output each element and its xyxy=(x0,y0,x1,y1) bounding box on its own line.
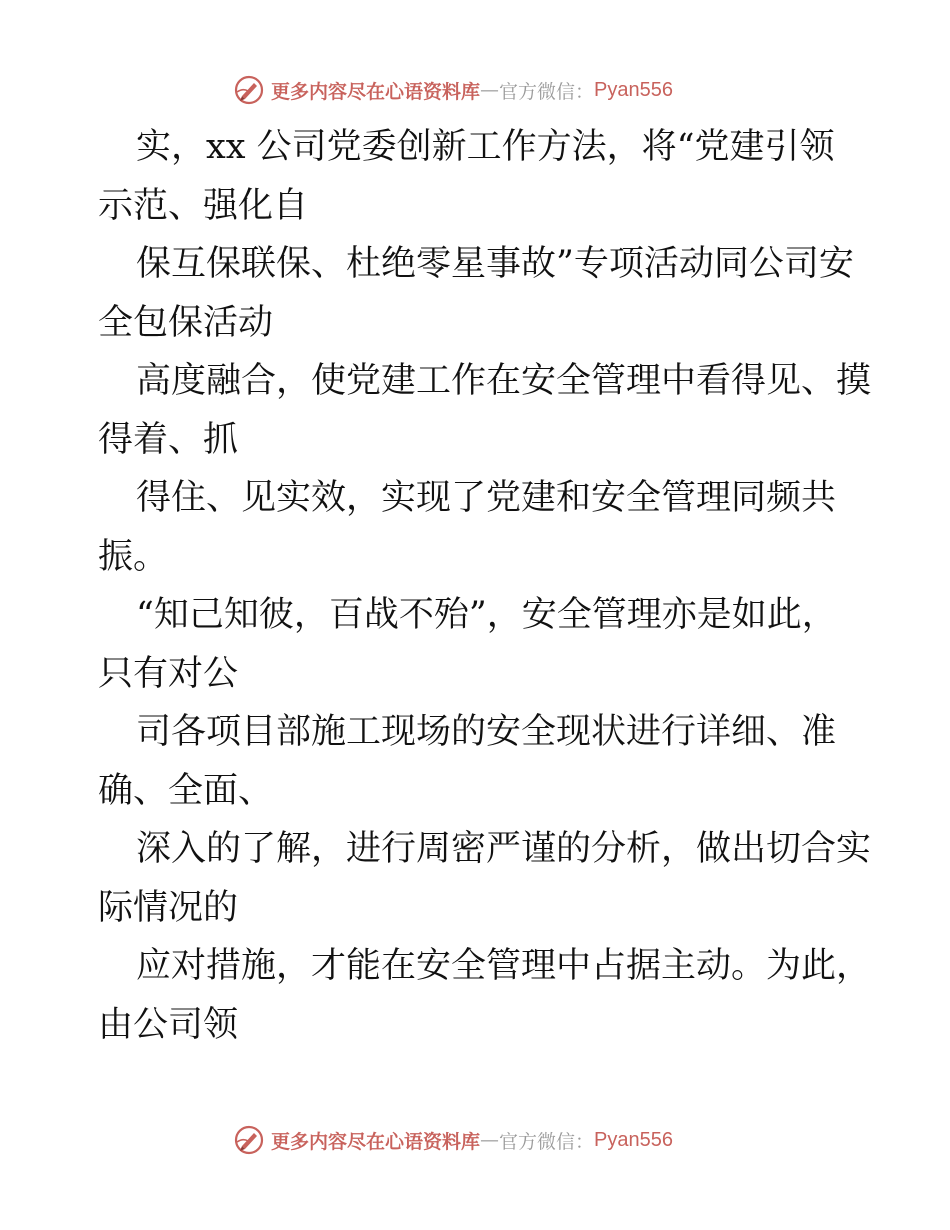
body-line: 振。 xyxy=(98,536,169,577)
pen-logo-icon xyxy=(233,1124,265,1156)
watermark-dash: — xyxy=(480,1129,500,1151)
watermark-dash: — xyxy=(480,79,500,101)
watermark-wechat-id: Pyan556 xyxy=(594,1128,673,1151)
watermark-site-text: 更多内容尽在心语资料库 xyxy=(271,1130,481,1153)
body-line: 由公司领 xyxy=(98,1004,239,1045)
body-line: 应对措施，才能在安全管理中占据主动。为此， xyxy=(136,946,872,986)
body-line: 得住、见实效，实现了党建和安全管理同频共 xyxy=(136,478,837,518)
header-watermark xyxy=(233,70,733,110)
pen-logo-icon xyxy=(233,74,265,106)
body-line: 际情况的 xyxy=(98,887,239,928)
body-line: 得着、抓 xyxy=(98,419,239,460)
body-line: 示范、强化自 xyxy=(98,185,309,226)
body-line: 高度融合，使党建工作在安全管理中看得见、摸 xyxy=(136,361,872,401)
body-line: 深入的了解，进行周密严谨的分析，做出切合实 xyxy=(136,829,872,869)
body-line: 只有对公 xyxy=(98,653,239,694)
body-text xyxy=(98,118,872,1054)
body-line: “知己知彼，百战不殆”，安全管理亦是如此， xyxy=(136,595,837,635)
body-line: 实，xx 公司党委创新工作方法，将“党建引领 xyxy=(136,127,835,167)
body-line: 确、全面、 xyxy=(98,770,274,811)
body-line: 全包保活动 xyxy=(98,302,274,343)
watermark-wechat-id: Pyan556 xyxy=(594,78,673,101)
footer-watermark xyxy=(233,1120,733,1160)
watermark-wechat-label: 官方微信： xyxy=(499,1130,595,1153)
body-line: 保互保联保、杜绝零星事故”专项活动同公司安 xyxy=(136,244,854,284)
watermark-site-text: 更多内容尽在心语资料库 xyxy=(271,80,481,103)
body-line: 司各项目部施工现场的安全现状进行详细、准 xyxy=(136,712,837,752)
watermark-wechat-label: 官方微信： xyxy=(499,80,595,103)
